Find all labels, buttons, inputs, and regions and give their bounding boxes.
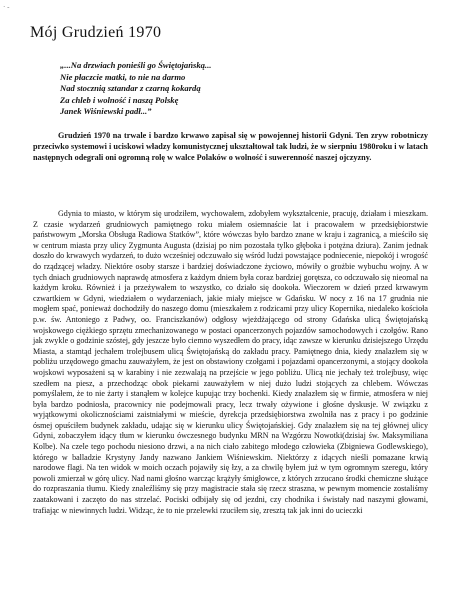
corner-mark: · -	[3, 3, 10, 11]
body-paragraph: Gdynia to miasto, w którym się urodziłem, wychowałem, zdobyłem wykształcenie, pracuję, działam i mieszkam. Z czasie wydarzeń grudniowych pamiętnego roku miałem osiemnaście lat i pracowałem w przedsiębiorstwie państwowym „Morska Obsługa Radiowa Statków”, które wówczas było bardzo znane w kraju i zagranicą, a mieściło się w centrum miasta przy ulicy Zygmunta Augusta (dzisiaj po nim pozostała tylko głęboka i potężna dziura). Zanim jednak doszło do krwawych wydarzeń, to dużo wcześniej odczuwało się wśród ludzi powstające podniecenie, niepokój i wrogość do rządzącej władzy. Niektóre osoby starsze i bardziej doświadczone życiowo, mówiły o grożbie wybuchu wojny. A w tych dniach grudniowych naprawdę atmosfera z każdym dniem była coraz bardziej gorętsza, co odczuwało się nieomal na każdym kroku. Również i ja przeżywałem to wszystko, co działo się dookoła. Wieczorem w dzień przed krwawym czwartkiem w Gdyni, wiedziałem o wydarzeniach, jakie miały miejsce w Gdańsku. W nocy z 16 na 17 grudnia nie mogłem spać, ponieważ dochodziły do naszego domu (mieszkałem z rodzicami przy ulicy Kopernika, niedaleko kościoła p.w. św. Antoniego z Padwy, oo. Franciszkanów) odgłosy wjeżdżającego od strony Gdańska ulicą Świętojańską wojskowego ciężkiego sprzętu zmechanizowanego w postaci opancerzonych pojazdów samochodowych i czołgów. Rano jak zwykle o godzinie szóstej, gdy jeszcze było ciemno wyszedłem do pracy, idąc zawsze w kierunku dzisiejszego Urzędu Miasta, a stamtąd jechałem trolejbusem ulicą Świętojańską do zakładu pracy. Pamiętnego dnia, kiedy znalazłem się w pobliżu urzędowego gmachu zauważyłem, że jest on obstawiony czołgami i pojazdami opancerzonymi, a stojący dookoła wojskowi wyposażeni są w karabiny i nie zezwalają na przejście w jego pobliżu. Ulicą nie jechały też trolejbusy, więc szedłem na piesz, a przechodząc obok piekarni zauważyłem w niej dużo ludzi stojących za chlebem. Wówczas pomyślałem, że to nie żarty i stanąłem w kolejce kupując trzy bochenki. Kiedy znalazłem się w firmie, atmosfera w niej była bardzo podniosła, pracownicy nie podejmowali pracy, lecz trwały ożywione i głośne dyskusje. W związku z wyjątkowymi okolicznościami zaistniałymi w mieście, dyrekcja przedsiębiorstwa zwolniła nas z pracy i po godzinie ósmej opuściłem budynek zakładu, udając się w kierunku ulicy Świętojańskiej. Gdy znalazłem się na tej głównej ulicy Gdyni, zobaczyłem idący tłum w kierunku ówczesnego budynku MRN na Wzgórzu Nowotki(dzisiaj św. Maksymiliana Kolbe). Na czele tego pochodu niesiono drzwi, a na nich ciało zabitego młodego człowieka (Zbigniewa Godlewskiego), którego w balladzie Krystyny Jandy nazwano Jankiem Wiśniewskim. Niektórzy z idących nieśli pomazane krwią narodowe flagi. Na ten widok w moich oczach pojawiły się łzy, a za chwilę byłem już w tym ogromnym szeregu, który powoli zmierzał w górę ulicy. Nad nami głośno warcząc krążyły śmigłowce, z których zrzucano środki chemiczne służące do rozpraszania tłumu. Kiedy znaleźliśmy się przy magistracie stała się rzecz straszna, w pewnym momencie zostaliśmy zaatakowani i zaczęto do nas strzelać. Pociski odbijały się od jezdni, czy chodnika i świstały nad naszymi głowami, trafiając w niewinnych ludzi. Widząc, że to nie przelewki rzuciłem się, zresztą tak jak inni do ucieczki	[33, 209, 428, 515]
poem-line: „...Na drzwiach ponieśli go Świętojańską...	[60, 60, 212, 70]
poem-epigraph	[60, 60, 420, 118]
page-title: Mój Grudzień 1970	[30, 24, 162, 41]
lead-paragraph: Grudzień 1970 na trwale i bardzo krwawo zapisał się w powojennej historii Gdyni. Ten zryw robotniczy przeciwko systemowi i uciskowi władzy komunistycznej ukształtował tak ludzi, że w sierpniu 1980roku i w latach następnych odegrali oni ogromną rolę w walce Polaków o wolność i suwerenność naszej ojczyzny.	[33, 131, 428, 163]
poem-line: Nad stocznią sztandar z czarną kokardą	[60, 83, 201, 94]
poem-line: Nie płaczcie matki, to nie na darmo	[60, 71, 186, 82]
poem-line: Janek Wiśniewski padł...”	[60, 106, 152, 117]
poem-line: Za chleb i wolność i naszą Polskę	[60, 94, 179, 105]
